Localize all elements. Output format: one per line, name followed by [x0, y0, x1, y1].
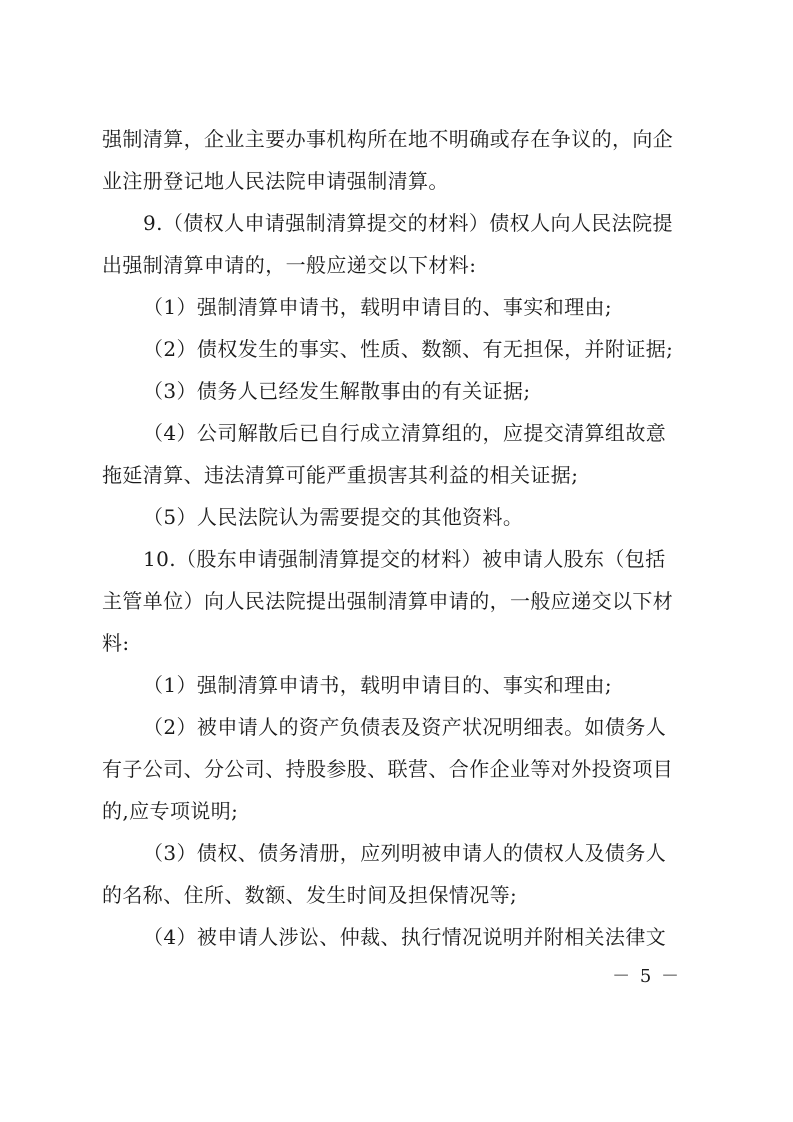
section-10-heading-line: 10.（股东申请强制清算提交的材料）被申请人股东（包括 [143, 547, 666, 571]
list-item: （1）强制清算申请书，载明申请目的、事实和理由; [143, 295, 613, 319]
text-line: 强制清算，企业主要办事机构所在地不明确或存在争议的，向企 [102, 127, 674, 151]
list-item: （3）债务人已经发生解散事由的有关证据; [143, 379, 531, 403]
list-item: （4）被申请人涉讼、仲裁、执行情况说明并附相关法律文 [143, 925, 667, 949]
text-line: 料: [102, 631, 130, 655]
text-line: 的名称、住所、数额、发生时间及担保情况等; [102, 883, 518, 907]
list-item: （4）公司解散后已自行成立清算组的，应提交清算组故意 [143, 421, 667, 445]
list-item: （3）债权、债务清册，应列明被申请人的债权人及债务人 [143, 841, 667, 865]
text-line: 出强制清算申请的，一般应递交以下材料: [102, 253, 477, 277]
text-line: 主管单位）向人民法院提出强制清算申请的，一般应递交以下材 [102, 589, 674, 613]
list-item: （2）债权发生的事实、性质、数额、有无担保，并附证据; [143, 337, 674, 361]
list-item: （1）强制清算申请书，载明申请目的、事实和理由; [143, 673, 613, 697]
text-line: 拖延清算、违法清算可能严重损害其利益的相关证据; [102, 463, 579, 487]
section-9-heading-line: 9.（债权人申请强制清算提交的材料）债权人向人民法院提 [143, 211, 673, 235]
list-item: （2）被申请人的资产负债表及资产状况明细表。如债务人 [143, 715, 667, 739]
text-line: 业注册登记地人民法院申请强制清算。 [102, 169, 449, 193]
text-line: 有子公司、分公司、持股参股、联营、合作企业等对外投资项目 [102, 757, 674, 781]
list-item: （5）人民法院认为需要提交的其他资料。 [143, 505, 524, 529]
page-number: － 5 － [612, 966, 681, 987]
text-line: 的,应专项说明; [102, 799, 239, 823]
